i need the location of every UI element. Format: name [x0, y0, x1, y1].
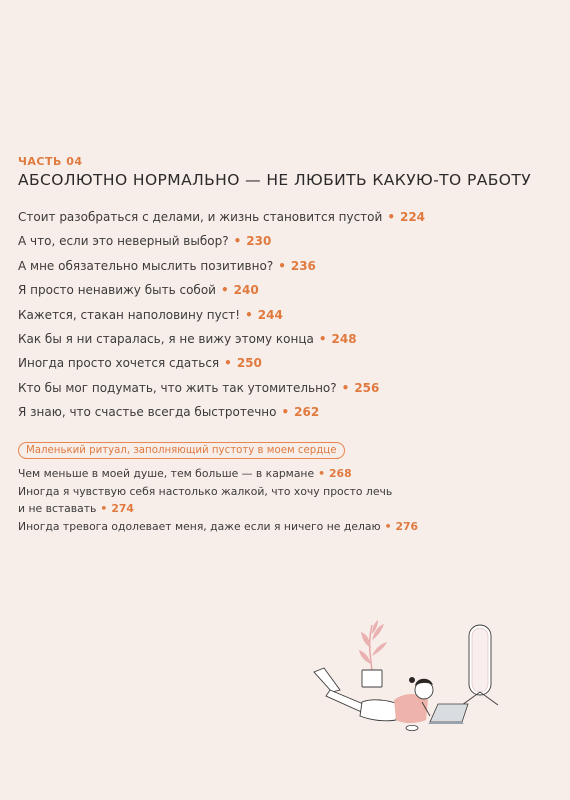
- ritual-entry-title-continued: и не вставать: [18, 502, 97, 515]
- bullet-dot: •: [384, 519, 392, 533]
- floor-mirror-icon: [462, 625, 498, 705]
- ritual-entry-title: Иногда я чувствую себя настолько жалкой, что хочу просто лечь: [18, 484, 393, 498]
- bullet-dot: •: [100, 502, 108, 515]
- toc-entry[interactable]: [18, 376, 558, 400]
- ritual-page-number: 268: [329, 467, 352, 480]
- chapter-title: АБСОЛЮТНО НОРМАЛЬНО — НЕ ЛЮБИТЬ КАКУЮ-ТО РАБОТУ: [18, 171, 532, 189]
- toc-page-number: 236: [290, 258, 316, 273]
- toc-entry-title: Иногда просто хочется сдаться: [18, 356, 220, 371]
- toc-page-number: 230: [246, 234, 272, 249]
- toc-entry[interactable]: [18, 303, 558, 327]
- bullet-dot: •: [278, 258, 286, 273]
- ritual-page-number: 276: [395, 519, 419, 533]
- bullet-dot: •: [224, 356, 232, 371]
- cup-icon: [406, 725, 418, 730]
- bullet-dot: •: [281, 405, 290, 420]
- toc-entry[interactable]: [18, 205, 558, 229]
- bullet-dot: •: [233, 234, 242, 249]
- ritual-section-label: Маленький ритуал, заполняющий пустоту в моем сердце: [18, 442, 345, 459]
- toc-entry[interactable]: [18, 254, 558, 278]
- ritual-list: [18, 465, 558, 535]
- toc-entry-title: Стоит разобраться с делами, и жизнь становится пустой: [18, 210, 383, 224]
- toc-page-number: 262: [294, 405, 320, 420]
- toc-entry-title: Я просто ненавижу быть собой: [18, 283, 216, 298]
- girl-with-laptop-illustration: [312, 620, 512, 740]
- ritual-entry[interactable]: [18, 518, 558, 536]
- table-of-contents: [18, 205, 558, 425]
- bullet-dot: •: [220, 283, 229, 298]
- ritual-entry-title: Чем меньше в моей душе, тем больше — в кармане: [18, 467, 315, 480]
- toc-entry-title: А мне обязательно мыслить позитивно?: [18, 258, 274, 273]
- part-label: ЧАСТЬ 04: [18, 155, 83, 168]
- toc-page-number: 248: [331, 331, 357, 346]
- toc-page-number: 244: [257, 307, 283, 322]
- toc-entry[interactable]: [18, 229, 558, 253]
- toc-entry-title: А что, если это неверный выбор?: [18, 234, 229, 249]
- bullet-dot: •: [318, 331, 327, 346]
- bullet-dot: •: [387, 210, 395, 224]
- bullet-dot: •: [245, 307, 253, 322]
- toc-page-number: 224: [399, 210, 426, 224]
- toc-entry[interactable]: [18, 351, 558, 375]
- bullet-dot: •: [318, 467, 326, 480]
- potted-plant-icon: [359, 620, 387, 687]
- toc-entry[interactable]: [18, 278, 558, 302]
- toc-page-number: 240: [233, 283, 259, 298]
- toc-entry-title: Я знаю, что счастье всегда быстротечно: [18, 405, 277, 420]
- ritual-page-number: 274: [111, 502, 134, 515]
- toc-entry-title: Кто бы мог подумать, что жить так утомительно?: [18, 380, 337, 395]
- ritual-entry[interactable]: [18, 483, 558, 518]
- bullet-dot: •: [341, 380, 350, 395]
- laptop-icon: [428, 704, 468, 724]
- toc-page-number: 250: [236, 356, 262, 371]
- toc-entry[interactable]: [18, 400, 558, 424]
- ritual-entry-title: Иногда тревога одолевает меня, даже если я ничего не делаю: [18, 519, 381, 533]
- ritual-entry[interactable]: [18, 465, 558, 483]
- toc-entry-title: Как бы я ни старалась, я не вижу этому конца: [18, 331, 314, 346]
- toc-entry-title: Кажется, стакан наполовину пуст!: [18, 307, 241, 322]
- toc-page-number: 256: [354, 380, 380, 395]
- toc-entry[interactable]: [18, 327, 558, 351]
